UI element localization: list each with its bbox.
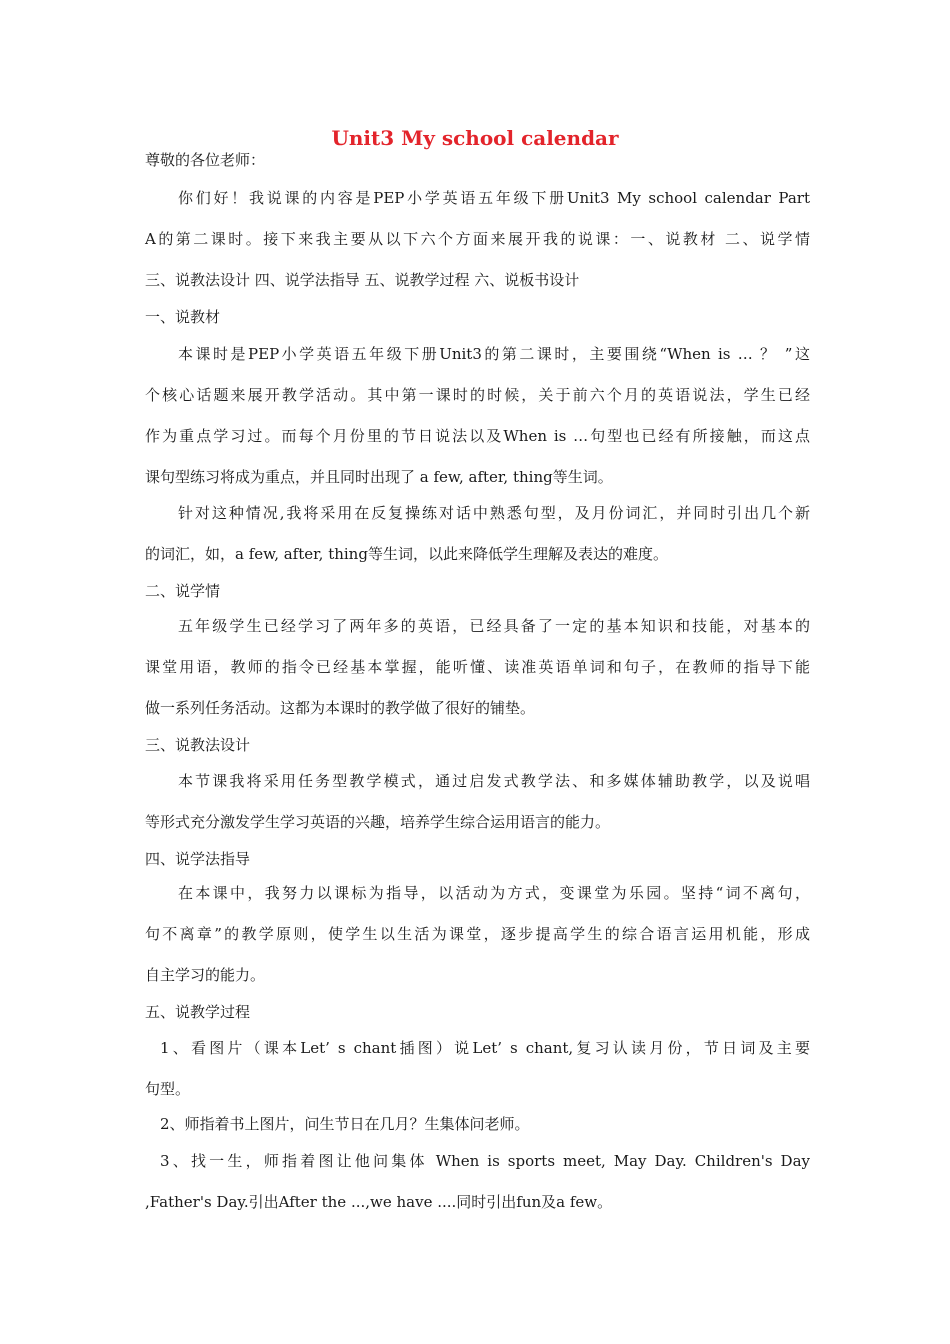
guidance-line-2: 句不离章”的教学原则，使学生以生活为课堂，逐步提高学生的综合语言运用机能，形成 (145, 925, 810, 943)
method-line-1: 本节课我将采用任务型教学模式，通过启发式教学法、和多媒体辅助教学，以及说唱 (178, 772, 810, 790)
section-heading-2: 二、说学情 (145, 582, 221, 600)
intro-line-1: 你们好！我说课的内容是PEP小学英语五年级下册Unit3 My school calendar Part (178, 189, 810, 207)
students-line-3: 做一系列任务活动。这都为本课时的教学做了很好的铺垫。 (145, 699, 536, 717)
textbook-line-6: 的词汇，如，a few, after, thing等生词，以此来降低学生理解及表达的难度。 (145, 545, 668, 563)
guidance-line-3: 自主学习的能力。 (145, 966, 266, 984)
textbook-line-5: 针对这种情况,我将采用在反复操练对话中熟悉句型，及月份词汇，并同时引出几个新 (178, 504, 810, 522)
process-step-1-line-2: 句型。 (145, 1080, 191, 1098)
textbook-line-1: 本课时是PEP小学英语五年级下册Unit3的第二课时，主要围绕“When is … ？ ”这 (178, 345, 810, 363)
intro-line-2: A的第二课时。接下来我主要从以下六个方面来展开我的说课：一、说教材 二、说学情 (145, 230, 810, 248)
document-title: Unit3 My school calendar (331, 126, 619, 150)
section-heading-4: 四、说学法指导 (145, 850, 251, 868)
section-heading-5: 五、说教学过程 (145, 1003, 251, 1021)
salutation: 尊敬的各位老师： (145, 151, 266, 169)
textbook-line-2: 个核心话题来展开教学活动。其中第一课时的时候，关于前六个月的英语说法，学生已经 (145, 386, 810, 404)
intro-line-3: 三、说教法设计 四、说学法指导 五、说教学过程 六、说板书设计 (145, 271, 580, 289)
process-step-3-line-2: ,Father's Day.引出After the ...,we have ....同时引出fun及a few。 (145, 1193, 613, 1211)
process-step-1-line-1: 1、看图片（课本Let’ s chant插图）说Let’ s chant,复习认读月份，节日词及主要 (160, 1039, 810, 1057)
section-heading-3: 三、说教法设计 (145, 736, 251, 754)
textbook-line-3: 作为重点学习过。而每个月份里的节日说法以及When is …句型也已经有所接触，而这点 (145, 427, 810, 445)
method-line-2: 等形式充分激发学生学习英语的兴趣，培养学生综合运用语言的能力。 (145, 813, 611, 831)
process-step-2: 2、师指着书上图片，问生节日在几月？生集体问老师。 (160, 1115, 530, 1133)
process-step-3-line-1: 3、找一生，师指着图让他问集体 When is sports meet, May Day. Children's Day (160, 1152, 810, 1170)
students-line-1: 五年级学生已经学习了两年多的英语，已经具备了一定的基本知识和技能，对基本的 (178, 617, 810, 635)
section-heading-1: 一、说教材 (145, 308, 221, 326)
guidance-line-1: 在本课中，我努力以课标为指导，以活动为方式，变课堂为乐园。坚持“词不离句， (178, 884, 810, 902)
textbook-line-4: 课句型练习将成为重点，并且同时出现了 a few, after, thing等生词。 (145, 468, 613, 486)
students-line-2: 课堂用语，教师的指令已经基本掌握，能听懂、读准英语单词和句子，在教师的指导下能 (145, 658, 810, 676)
